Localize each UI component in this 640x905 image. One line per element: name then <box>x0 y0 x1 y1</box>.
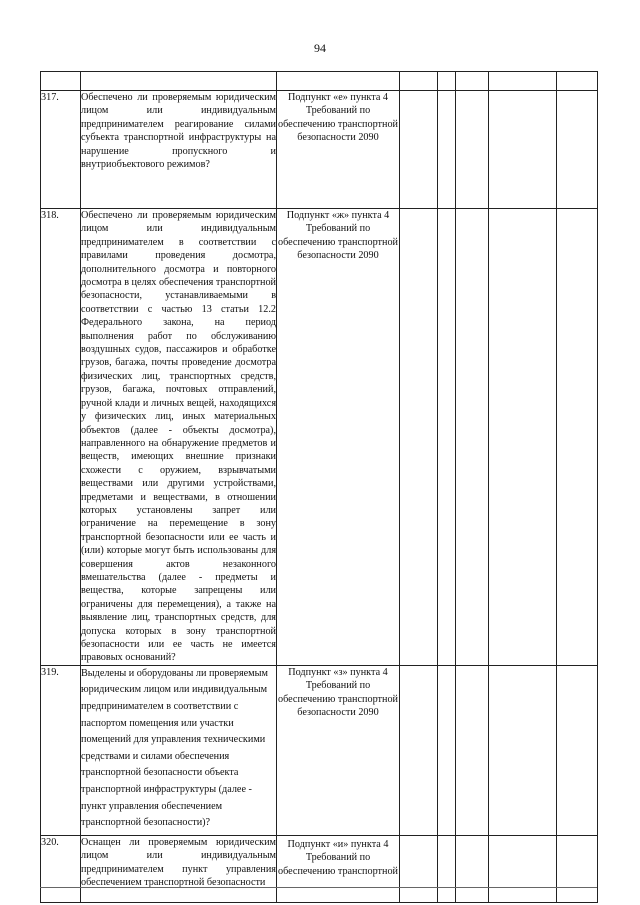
page-number: 94 <box>314 41 326 55</box>
comment-cell[interactable] <box>489 665 557 835</box>
empty-cell <box>41 72 81 91</box>
empty-cell <box>400 72 438 91</box>
row-number: 320. <box>41 835 81 902</box>
table-row-continuation <box>41 72 598 91</box>
answer-yes-cell[interactable] <box>400 91 438 209</box>
question-text: Выделены и оборудованы ли проверяемым юридическим лицом или индивидуальным предпринимателем в соответствии с паспортом помещения или участки помещений для управления техническими средствами и силами обеспечения транспортной безопасности объекта транспортной инфраструктуры (далее - пункт управления обеспечением транспортной безопасности)? <box>81 667 268 829</box>
table-row <box>41 91 598 209</box>
empty-cell <box>489 72 557 91</box>
answer-na-cell[interactable] <box>456 209 489 666</box>
note-cell[interactable] <box>557 91 598 209</box>
row-number: 318. <box>41 209 81 666</box>
answer-yes-cell[interactable] <box>400 665 438 835</box>
empty-cell <box>557 72 598 91</box>
empty-cell <box>438 72 456 91</box>
table-row <box>41 665 598 835</box>
answer-no-cell[interactable] <box>438 665 456 835</box>
answer-na-cell[interactable] <box>456 665 489 835</box>
page-bottom-rule <box>40 887 597 888</box>
requirement-reference: Подпункт «и» пункта 4 Требований по обеспечению транспортной <box>277 835 400 902</box>
answer-no-cell[interactable] <box>438 91 456 209</box>
question-cell <box>81 665 277 835</box>
answer-yes-cell[interactable] <box>400 835 438 902</box>
row-number: 319. <box>41 665 81 835</box>
answer-na-cell[interactable] <box>456 835 489 902</box>
answer-no-cell[interactable] <box>438 209 456 666</box>
question-text: Оснащен ли проверяемым юридическим лицом или индивидуальным предпринимателем пункт управления обеспечением транспортной безопасности <box>81 836 276 889</box>
checklist-table <box>40 71 598 903</box>
table-row <box>41 209 598 666</box>
requirement-reference: Подпункт «з» пункта 4 Требований по обеспечению транспортной безопасности 2090 <box>277 665 400 835</box>
note-cell[interactable] <box>557 209 598 666</box>
answer-na-cell[interactable] <box>456 91 489 209</box>
comment-cell[interactable] <box>489 209 557 666</box>
empty-cell <box>81 72 277 91</box>
comment-cell[interactable] <box>489 835 557 902</box>
note-cell[interactable] <box>557 665 598 835</box>
empty-cell <box>456 72 489 91</box>
question-cell <box>81 91 277 209</box>
row-number: 317. <box>41 91 81 209</box>
table-row <box>41 835 598 902</box>
note-cell[interactable] <box>557 835 598 902</box>
question-text: Обеспечено ли проверяемым юридическим лицом или индивидуальным предпринимателем в соответствии с правилами проведения досмотра, дополнительного досмотра и повторного досмотра в целях обеспечения транспортной безопасности, устанавливаемыми в соответствии с частью 13 статьи 12.2 Федерального закона, на период выполнения работ по обслуживанию воздушных судов, пассажиров и обработке грузов, багажа, почты проведение досмотра физических лиц, транспортных средств, грузов, багажа, почтовых отправлений, ручной клади и личных вещей, находящихся у физических лиц, иных материальных объектов (далее - объекты досмотра), направленного на обнаружение предметов и веществ, имеющих внешние признаки схожести с оружием, взрывчатыми веществами или другими устройствами, предметами и веществами, в отношении которых установлены запрет или ограничение на перемещение в зону транспортной безопасности или ее часть и (или) которые могут быть использованы для совершения актов незаконного вмешательства (далее - предметы и вещества, которые запрещены или ограничены для перемещения), а также на выявление лиц, транспортных средств, для допуска которых в зону транспортной безопасности или ее часть не имеется правовых оснований? <box>81 210 277 664</box>
requirement-reference: Подпункт «ж» пункта 4 Требований по обеспечению транспортной безопасности 2090 <box>277 209 400 666</box>
requirement-reference: Подпункт «е» пункта 4 Требований по обеспечению транспортной безопасности 2090 <box>277 91 400 209</box>
answer-yes-cell[interactable] <box>400 209 438 666</box>
empty-cell <box>277 72 400 91</box>
question-text: Обеспечено ли проверяемым юридическим лицом или индивидуальным предпринимателем реагирование силами субъекта транспортной инфраструктуры на нарушение пропускного и внутриобъектового режимов? <box>81 92 276 171</box>
comment-cell[interactable] <box>489 91 557 209</box>
answer-no-cell[interactable] <box>438 835 456 902</box>
question-cell <box>81 209 277 666</box>
question-cell <box>81 835 277 902</box>
